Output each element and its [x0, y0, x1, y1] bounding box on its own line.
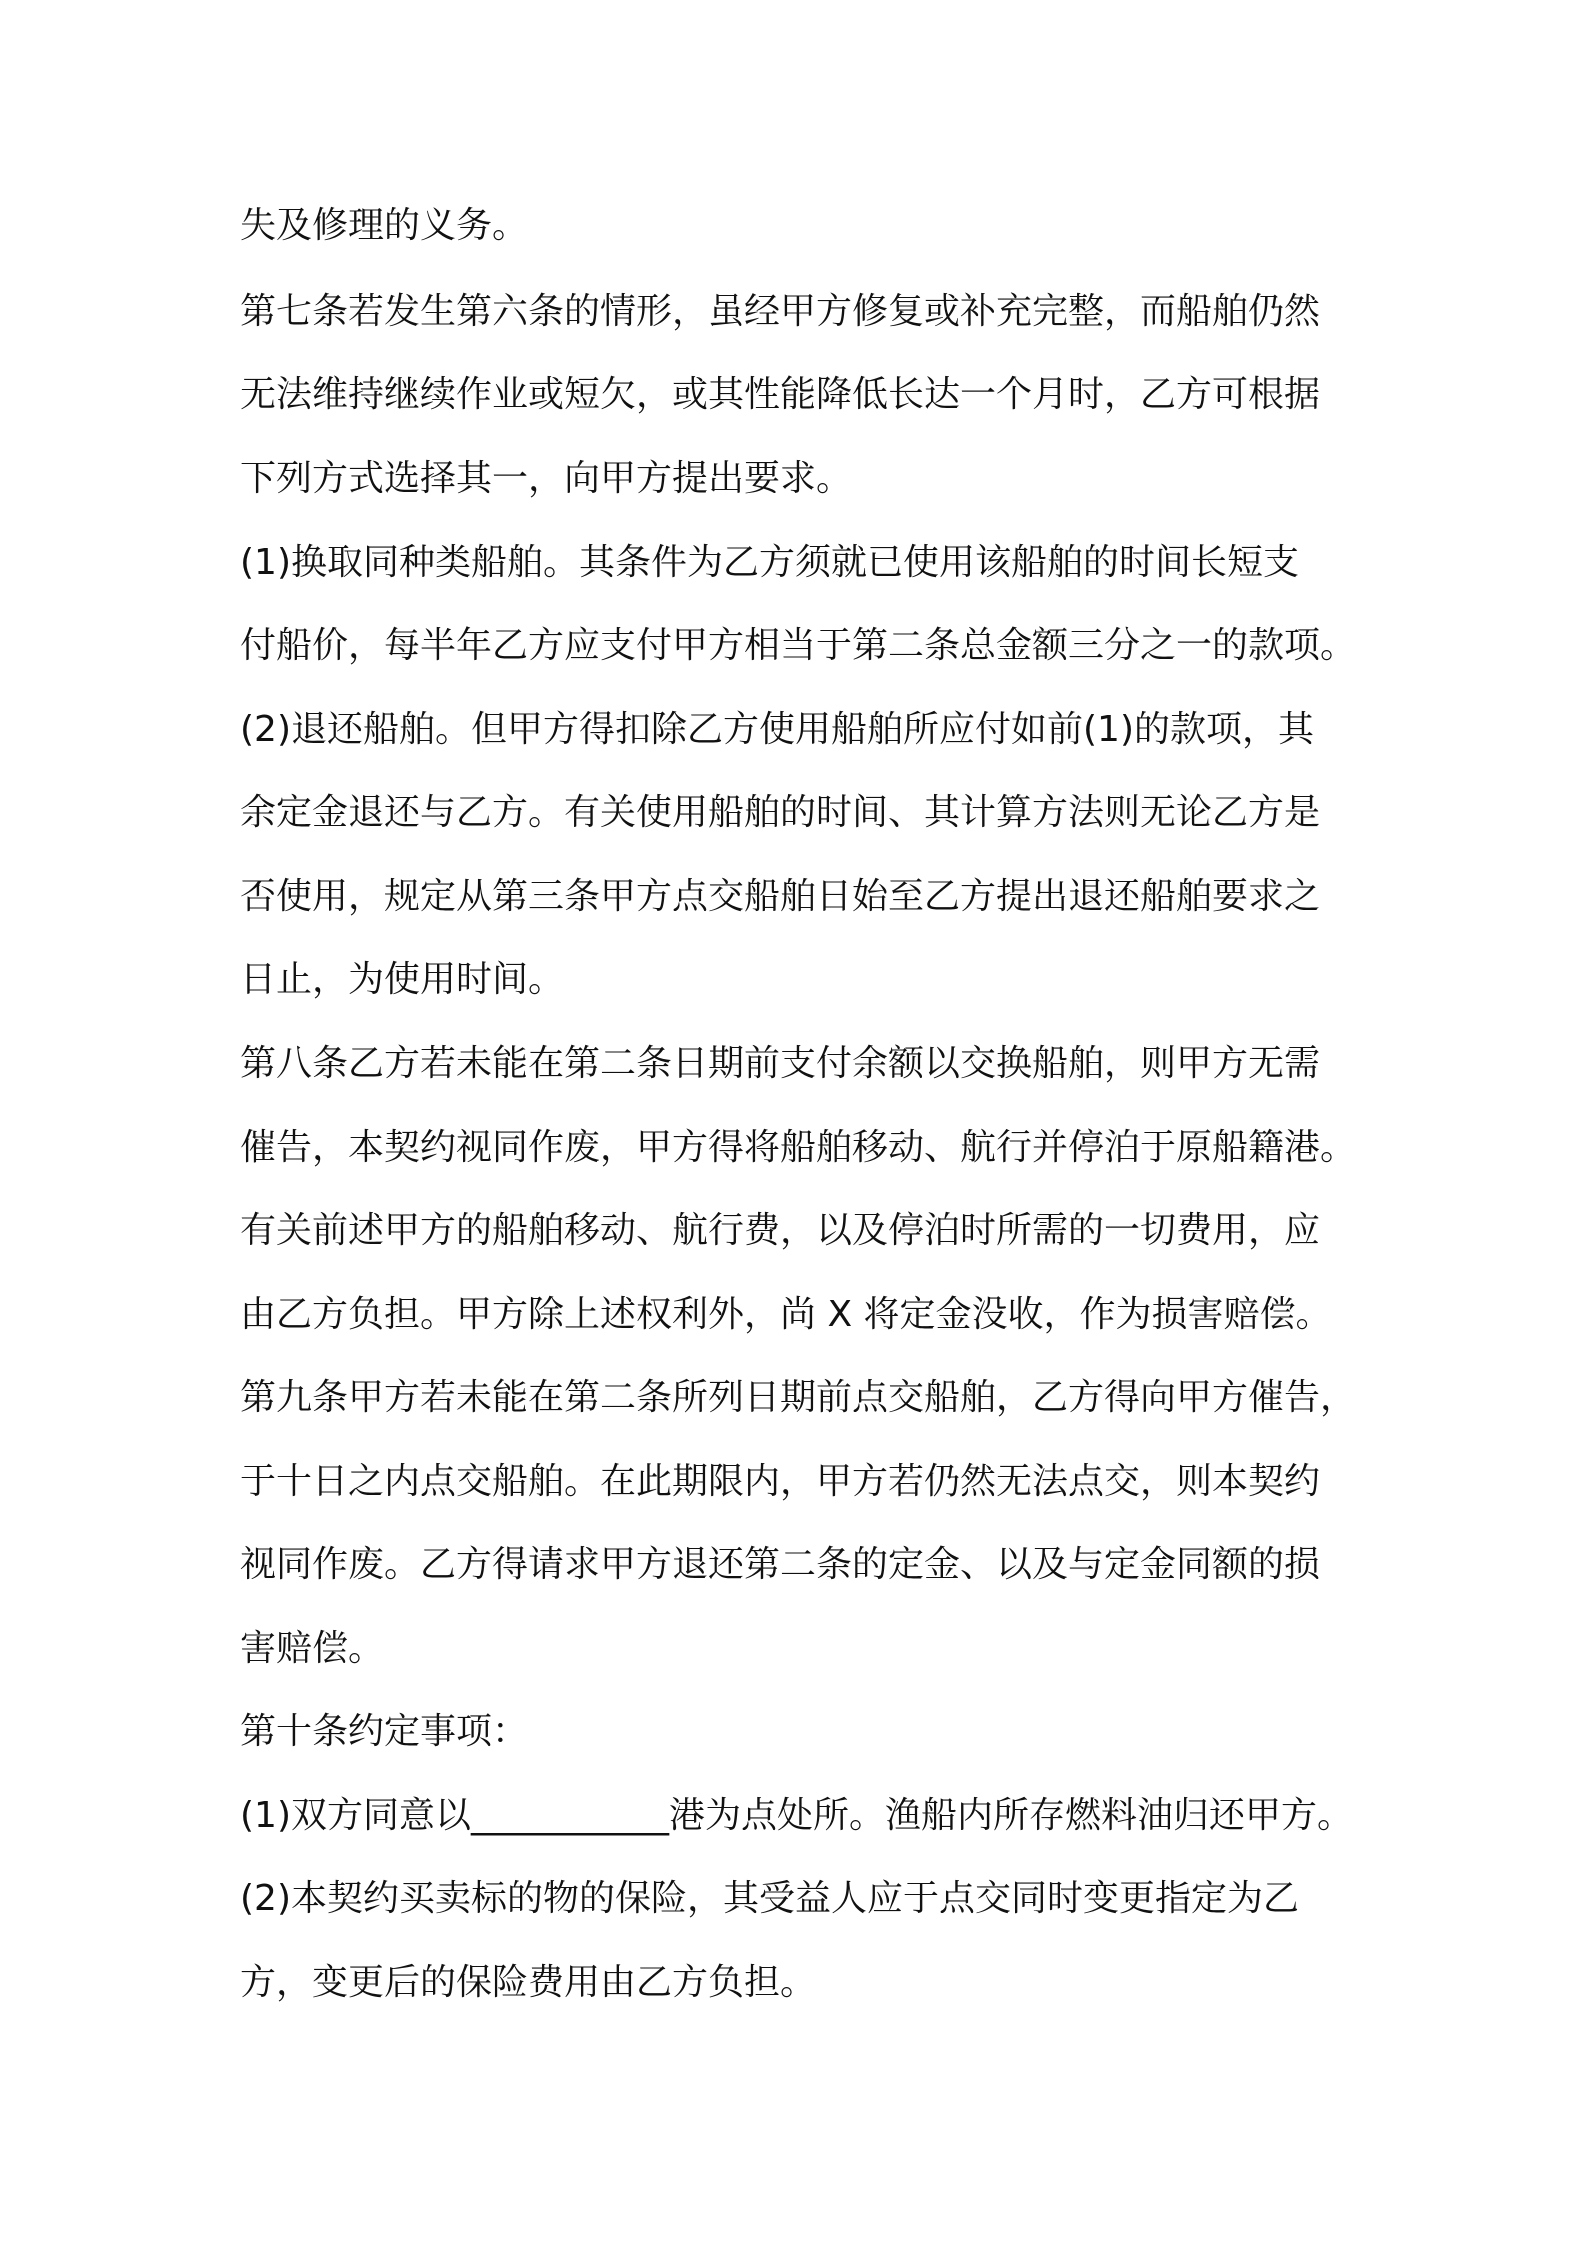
text-line: 日止，为使用时间。: [240, 959, 565, 1000]
text-line: (1)双方同意以___________港为点处所。渔船内所存燃料油归还甲方。: [240, 1795, 1353, 1836]
text-line: (1)换取同种类船舶。其条件为乙方须就已使用该船舶的时间长短支: [240, 542, 1299, 583]
text-line: 第十条约定事项：: [240, 1711, 529, 1752]
text-line: (2)本契约买卖标的物的保险，其受益人应于点交同时变更指定为乙: [240, 1878, 1299, 1919]
text-line: 视同作废。乙方得请求甲方退还第二条的定金、以及与定金同额的损: [240, 1544, 1321, 1585]
text-line: 第八条乙方若未能在第二条日期前支付余额以交换船舶，则甲方无需: [240, 1043, 1321, 1084]
text-line: 有关前述甲方的船舶移动、航行费，以及停泊时所需的一切费用，应: [240, 1210, 1321, 1251]
text-line: 下列方式选择其一，向甲方提出要求。: [240, 458, 853, 499]
text-line: 付船价，每半年乙方应支付甲方相当于第二条总金额三分之一的款项。: [240, 625, 1357, 666]
text-line: 第九条甲方若未能在第二条所列日期前点交船舶，乙方得向甲方催告，: [240, 1377, 1357, 1418]
text-line: 于十日之内点交船舶。在此期限内，甲方若仍然无法点交，则本契约: [240, 1461, 1321, 1502]
text-line: 催告，本契约视同作废，甲方得将船舶移动、航行并停泊于原船籍港。: [240, 1127, 1357, 1168]
text-line: 否使用，规定从第三条甲方点交船舶日始至乙方提出退还船舶要求之: [240, 876, 1321, 917]
text-line: 失及修理的义务。: [240, 205, 529, 246]
text-line: 方，变更后的保险费用由乙方负担。: [240, 1962, 817, 2003]
text-line: 无法维持继续作业或短欠，或其性能降低长达一个月时，乙方可根据: [240, 374, 1321, 415]
text-line: (2)退还船舶。但甲方得扣除乙方使用船舶所应付如前(1)的款项，其: [240, 709, 1314, 750]
text-line: 余定金退还与乙方。有关使用船舶的时间、其计算方法则无论乙方是: [240, 792, 1321, 833]
text-line: 第七条若发生第六条的情形，虽经甲方修复或补充完整，而船舶仍然: [240, 291, 1321, 332]
text-line: 由乙方负担。甲方除上述权利外，尚 X 将定金没收，作为损害赔偿。: [240, 1294, 1332, 1335]
text-line: 害赔偿。: [240, 1628, 385, 1669]
